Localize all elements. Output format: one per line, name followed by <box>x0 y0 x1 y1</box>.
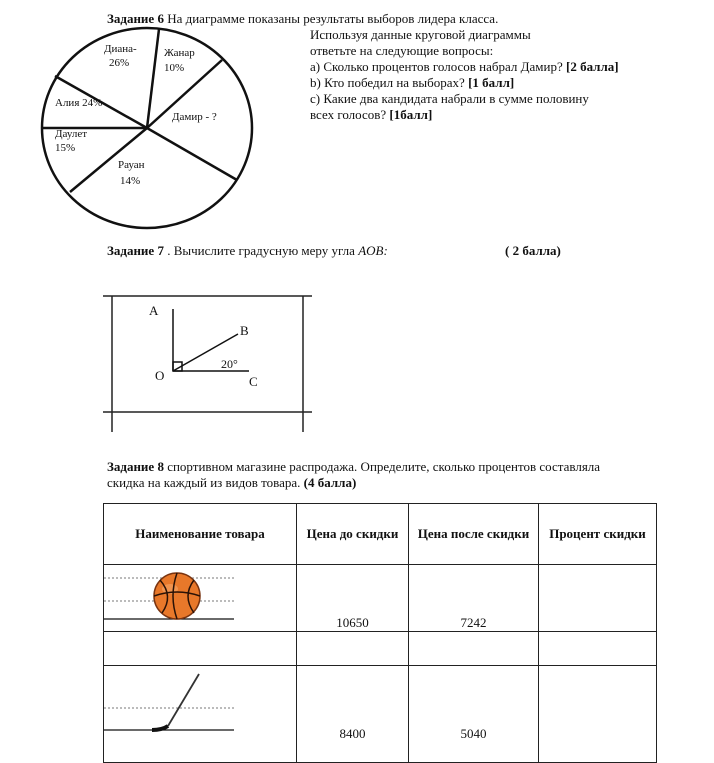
hockey-stick-picture <box>104 666 297 758</box>
task7-angle-name: AOB: <box>358 243 388 258</box>
question-c-points: [1балл] <box>389 107 433 122</box>
point-label-a: A <box>149 303 159 318</box>
pie-label-rauan-pct: 14% <box>120 175 141 187</box>
pie-label-diana-name: Диана- <box>104 43 137 55</box>
table-row-spacer <box>104 632 657 666</box>
angle-value-label: 20° <box>221 357 238 371</box>
header-price-after: Цена после скидки <box>409 504 539 565</box>
point-label-b: B <box>240 323 249 338</box>
task6-intro: На диаграмме показаны результаты выборов лидера класса. <box>167 11 499 26</box>
discount-table <box>103 503 657 763</box>
spacer-cell <box>409 632 539 666</box>
pie-label-aliya: Алия 24% <box>55 97 103 109</box>
task6-line-2: ответьте на следующие вопросы: <box>310 43 494 58</box>
price-after-cell: 7242 <box>409 565 539 632</box>
header-item: Наименование товара <box>104 504 297 565</box>
header-discount-percent: Процент скидки <box>539 504 657 565</box>
task6-title: Задание 6 <box>107 11 164 26</box>
spacer-cell <box>104 632 297 666</box>
item-cell-hockey-stick <box>104 666 297 763</box>
task6-question-c-line1: c) Какие два кандидата набрали в сумме половину <box>310 91 589 106</box>
task8-text-2: скидка на каждый из видов товара. <box>107 475 301 490</box>
task6-line-1: Используя данные круговой диаграммы <box>310 27 531 42</box>
question-c-text: всех голосов? <box>310 107 387 122</box>
price-before-cell: 8400 <box>297 666 409 763</box>
pie-label-zhanar-name: Жанар <box>164 47 195 59</box>
question-a-points: [2 балла] <box>565 59 619 74</box>
item-cell-basketball <box>104 565 297 632</box>
pie-label-daulet-name: Даулет <box>55 128 88 140</box>
task8-points: (4 балла) <box>303 475 357 490</box>
task8-line-2 <box>107 475 356 491</box>
table-row <box>104 565 657 632</box>
task8-line-1 <box>107 459 600 475</box>
discount-percent-cell <box>539 666 657 763</box>
pie-label-diana-pct: 26% <box>109 57 130 69</box>
basketball-icon <box>154 573 200 619</box>
header-price-before: Цена до скидки <box>297 504 409 565</box>
pie-label-rauan-name: Рауан <box>118 159 145 171</box>
task7-text: . Вычислите градусную меру угла <box>167 243 355 258</box>
price-after-cell: 5040 <box>409 666 539 763</box>
pie-label-daulet-pct: 15% <box>55 142 76 154</box>
point-label-c: C <box>249 374 258 389</box>
price-before-cell: 10650 <box>297 565 409 632</box>
task7-points: ( 2 балла) <box>505 243 561 258</box>
table-row <box>104 666 657 763</box>
pie-label-damir: Дамир - ? <box>172 111 217 123</box>
task8-title: Задание 8 <box>107 459 164 474</box>
basketball-picture <box>104 565 297 627</box>
spacer-cell <box>297 632 409 666</box>
point-label-o: O <box>155 368 165 383</box>
question-b-points: [1 балл] <box>468 75 515 90</box>
pie-label-zhanar-pct: 10% <box>164 62 185 74</box>
task7-title: Задание 7 <box>107 243 164 258</box>
question-b-text: b) Кто победил на выборах? <box>310 75 465 90</box>
discount-percent-cell <box>539 565 657 632</box>
spacer-cell <box>539 632 657 666</box>
task8-text-1: спортивном магазине распродажа. Определите, сколько процентов составляла <box>167 459 601 474</box>
table-header-row <box>104 504 657 565</box>
question-a-text: а) Сколько процентов голосов набрал Дамир? <box>310 59 563 74</box>
